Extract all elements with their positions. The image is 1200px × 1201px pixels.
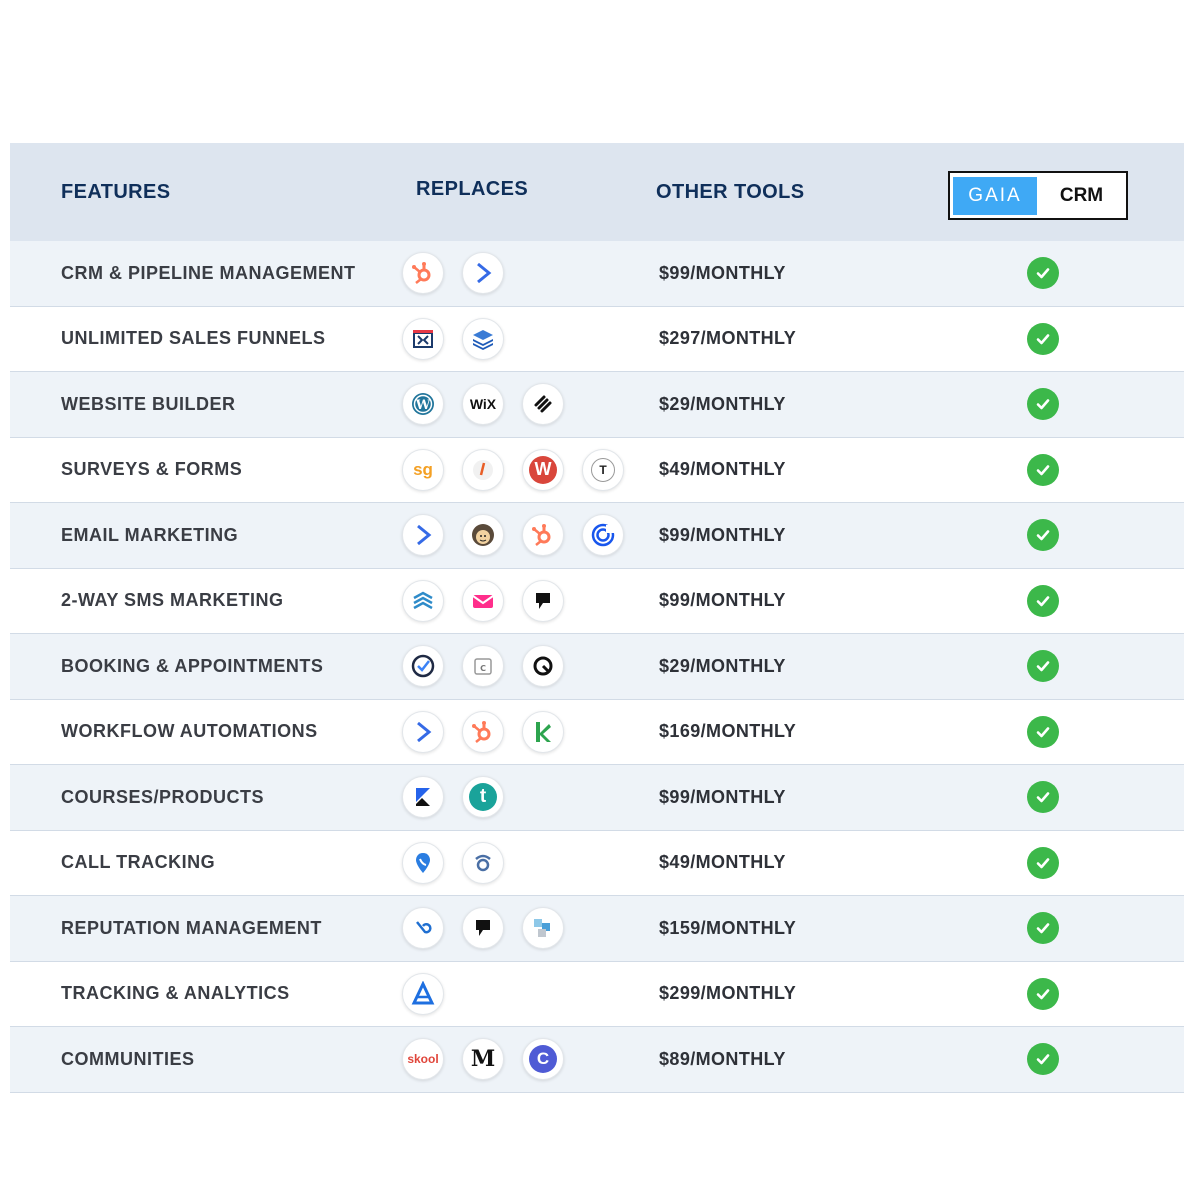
- feature-label: COMMUNITIES: [61, 1048, 195, 1069]
- surveygizmo-glyph: sg: [413, 459, 433, 479]
- price-label: $159/MONTHLY: [659, 917, 797, 938]
- skool-icon: [402, 1038, 444, 1080]
- replaced-tools: [402, 700, 564, 765]
- comparison-table: [10, 143, 1184, 1093]
- checkmark-icon: [1027, 257, 1059, 289]
- typeform-glyph: T: [591, 458, 615, 482]
- circle-glyph: C: [529, 1045, 557, 1073]
- replaced-tools: [402, 962, 444, 1027]
- table-row: [10, 569, 1184, 635]
- table-row: [10, 372, 1184, 438]
- checkmark-icon: [1027, 323, 1059, 355]
- calendar-icon: [462, 645, 504, 687]
- adroll-icon: [402, 973, 444, 1015]
- table-header: [10, 143, 1184, 241]
- simpletexting-icon: [402, 580, 444, 622]
- wufoo-icon: [522, 449, 564, 491]
- hubspot-icon: [522, 514, 564, 556]
- replaced-tools: [402, 372, 564, 437]
- activecampaign-icon: [402, 711, 444, 753]
- feature-label: CALL TRACKING: [61, 852, 216, 873]
- table-row: [10, 831, 1184, 897]
- surveygizmo-icon: [402, 449, 444, 491]
- grade-us-icon: [522, 907, 564, 949]
- checkmark-icon: [1027, 519, 1059, 551]
- hubspot-icon: [402, 252, 444, 294]
- checkmark-icon: [1027, 781, 1059, 813]
- checkmark-icon: [1027, 454, 1059, 486]
- table-row: [10, 896, 1184, 962]
- teachable-icon: [462, 776, 504, 818]
- wix-icon: [462, 383, 504, 425]
- checkmark-icon: [1027, 912, 1059, 944]
- brand-crm-label: CRM: [1059, 184, 1104, 206]
- feature-label: EMAIL MARKETING: [61, 524, 239, 545]
- checkmark-icon: [1027, 716, 1059, 748]
- table-row: [10, 503, 1184, 569]
- price-label: $49/MONTHLY: [659, 459, 786, 480]
- activecampaign-icon: [402, 514, 444, 556]
- checkmark-icon: [1027, 978, 1059, 1010]
- brand-gaia-label: GAIA: [953, 177, 1037, 215]
- feature-label: BOOKING & APPOINTMENTS: [61, 655, 324, 676]
- callrail-icon: [402, 842, 444, 884]
- table-row: [10, 438, 1184, 504]
- table-row: [10, 1027, 1184, 1093]
- price-label: $99/MONTHLY: [659, 786, 786, 807]
- price-label: $89/MONTHLY: [659, 1048, 786, 1069]
- table-row: [10, 700, 1184, 766]
- skool-glyph: skool: [407, 1052, 439, 1067]
- textmagic-icon: [462, 580, 504, 622]
- mighty-networks-icon: [462, 1038, 504, 1080]
- podium-icon: [462, 907, 504, 949]
- feature-label: 2-WAY SMS MARKETING: [61, 590, 284, 611]
- squarespace-icon: [522, 383, 564, 425]
- price-label: $169/MONTHLY: [659, 721, 797, 742]
- price-label: $99/MONTHLY: [659, 524, 786, 545]
- replaced-tools: [402, 438, 624, 503]
- wix-glyph: WiX: [469, 396, 497, 413]
- calltrackingmetrics-icon: [462, 842, 504, 884]
- table-body: [10, 241, 1184, 1093]
- price-label: $29/MONTHLY: [659, 655, 786, 676]
- svg-text:W: W: [415, 398, 431, 414]
- table-row: [10, 962, 1184, 1028]
- feature-label: WORKFLOW AUTOMATIONS: [61, 721, 318, 742]
- checkmark-icon: [1027, 847, 1059, 879]
- replaced-tools: [402, 765, 504, 830]
- feature-label: CRM & PIPELINE MANAGEMENT: [61, 262, 356, 283]
- clickfunnels-icon: [402, 318, 444, 360]
- acuity-icon: [402, 645, 444, 687]
- activecampaign-icon: [462, 252, 504, 294]
- hubspot-icon: [462, 711, 504, 753]
- typeform-icon: [582, 449, 624, 491]
- replaced-tools: [402, 307, 504, 372]
- checkmark-icon: [1027, 1043, 1059, 1075]
- svg-text:C: C: [480, 664, 486, 674]
- podium-icon: [522, 580, 564, 622]
- feature-label: WEBSITE BUILDER: [61, 393, 236, 414]
- checkmark-icon: [1027, 650, 1059, 682]
- price-label: $29/MONTHLY: [659, 393, 786, 414]
- kajabi-icon: [402, 776, 444, 818]
- keap-icon: [522, 711, 564, 753]
- constantcontact-icon: [582, 514, 624, 556]
- replaced-tools: [402, 896, 564, 961]
- price-label: $99/MONTHLY: [659, 262, 786, 283]
- replaces-heading: REPLACES: [416, 177, 529, 200]
- price-label: $49/MONTHLY: [659, 852, 786, 873]
- other-tools-heading: OTHER TOOLS: [656, 180, 805, 203]
- checkmark-icon: [1027, 388, 1059, 420]
- features-heading: FEATURES: [61, 180, 171, 203]
- teachable-glyph: t: [469, 783, 497, 811]
- mailchimp-icon: [462, 514, 504, 556]
- table-row: [10, 765, 1184, 831]
- feature-label: TRACKING & ANALYTICS: [61, 983, 290, 1004]
- circle-icon: [522, 1038, 564, 1080]
- feature-label: UNLIMITED SALES FUNNELS: [61, 328, 326, 349]
- table-row: [10, 634, 1184, 700]
- replaced-tools: [402, 569, 564, 634]
- price-label: $299/MONTHLY: [659, 983, 797, 1004]
- replaced-tools: [402, 241, 504, 306]
- appointy-icon: [522, 645, 564, 687]
- price-label: $99/MONTHLY: [659, 590, 786, 611]
- wordpress-icon: [402, 383, 444, 425]
- mighty-networks-glyph: M: [470, 1046, 496, 1073]
- replaced-tools: [402, 831, 504, 896]
- replaced-tools: [402, 503, 624, 568]
- feature-label: COURSES/PRODUCTS: [61, 786, 265, 807]
- feature-label: REPUTATION MANAGEMENT: [61, 917, 322, 938]
- leadpages-icon: [462, 318, 504, 360]
- wufoo-glyph: W: [529, 456, 557, 484]
- checkmark-icon: [1027, 585, 1059, 617]
- gaia-crm-logo: [948, 171, 1128, 220]
- replaced-tools: [402, 634, 564, 699]
- feature-label: SURVEYS & FORMS: [61, 459, 243, 480]
- replaced-tools: [402, 1027, 564, 1092]
- formstack-icon: [462, 449, 504, 491]
- birdeye-icon: [402, 907, 444, 949]
- table-row: [10, 307, 1184, 373]
- table-row: [10, 241, 1184, 307]
- price-label: $297/MONTHLY: [659, 328, 797, 349]
